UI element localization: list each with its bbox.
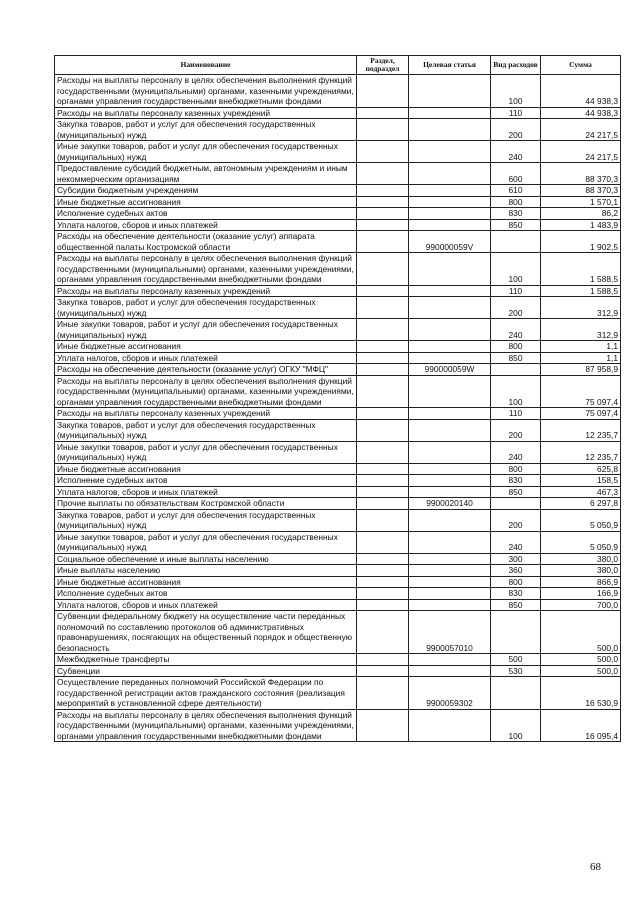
cell-name: Закупка товаров, работ и услуг для обеспечения государственных (муниципальных) нужд: [55, 119, 357, 141]
cell-name: Уплата налогов, сборов и иных платежей: [55, 486, 357, 498]
cell-sum: 380,0: [541, 565, 621, 577]
cell-type: 600: [491, 163, 541, 185]
table-row: [55, 119, 621, 141]
cell-sum: 1,1: [541, 352, 621, 364]
cell-section: [357, 408, 409, 420]
cell-target: [409, 408, 491, 420]
cell-section: [357, 364, 409, 376]
cell-type: 830: [491, 588, 541, 600]
cell-sum: 380,0: [541, 553, 621, 565]
cell-type: [491, 231, 541, 253]
cell-section: [357, 463, 409, 475]
cell-target: [409, 208, 491, 220]
cell-type: 800: [491, 463, 541, 475]
table-row: [55, 553, 621, 565]
cell-sum: 500,0: [541, 665, 621, 677]
cell-target: [409, 509, 491, 531]
cell-type: 200: [491, 509, 541, 531]
cell-name: Иные закупки товаров, работ и услуг для обеспечения государственных (муниципальных) нужд: [55, 141, 357, 163]
cell-name: Уплата налогов, сборов и иных платежей: [55, 219, 357, 231]
cell-sum: 24 217,5: [541, 119, 621, 141]
cell-name: Уплата налогов, сборов и иных платежей: [55, 352, 357, 364]
cell-sum: 44 938,3: [541, 107, 621, 119]
cell-name: Иные бюджетные ассигнования: [55, 341, 357, 353]
cell-type: 200: [491, 297, 541, 319]
cell-target: [409, 141, 491, 163]
cell-section: [357, 709, 409, 742]
cell-sum: 700,0: [541, 599, 621, 611]
cell-section: [357, 588, 409, 600]
cell-type: [491, 364, 541, 376]
cell-name: Иные закупки товаров, работ и услуг для обеспечения государственных (муниципальных) нужд: [55, 531, 357, 553]
cell-sum: 88 370,3: [541, 185, 621, 197]
cell-name: Осуществление переданных полномочий Российской Федерации по государственной регистрации актов гражданского состояния (реализация мероприятий в установленной сфере деятельности): [55, 677, 357, 710]
cell-section: [357, 498, 409, 510]
cell-type: 360: [491, 565, 541, 577]
cell-type: 850: [491, 219, 541, 231]
cell-sum: 75 097,4: [541, 408, 621, 420]
cell-type: 240: [491, 319, 541, 341]
cell-target: [409, 654, 491, 666]
cell-target: [409, 352, 491, 364]
cell-type: [491, 498, 541, 510]
cell-target: [409, 463, 491, 475]
cell-section: [357, 231, 409, 253]
cell-section: [357, 611, 409, 654]
cell-sum: 1 588,5: [541, 285, 621, 297]
cell-type: [491, 611, 541, 654]
cell-sum: 312,9: [541, 319, 621, 341]
cell-section: [357, 419, 409, 441]
cell-target: [409, 119, 491, 141]
table-row: [55, 75, 621, 108]
cell-sum: 5 050,9: [541, 509, 621, 531]
cell-section: [357, 375, 409, 408]
cell-section: [357, 509, 409, 531]
table-row: [55, 208, 621, 220]
cell-name: Исполнение судебных актов: [55, 475, 357, 487]
cell-name: Закупка товаров, работ и услуг для обеспечения государственных (муниципальных) нужд: [55, 297, 357, 319]
cell-type: 850: [491, 486, 541, 498]
cell-target: [409, 375, 491, 408]
cell-sum: 16 530,9: [541, 677, 621, 710]
cell-sum: 1 588,5: [541, 253, 621, 286]
cell-sum: 1,1: [541, 341, 621, 353]
header-name: Наименование: [55, 56, 357, 75]
table-row: [55, 319, 621, 341]
cell-sum: 1 902,5: [541, 231, 621, 253]
cell-name: Иные бюджетные ассигнования: [55, 196, 357, 208]
cell-sum: 87 958,9: [541, 364, 621, 376]
table-row: [55, 107, 621, 119]
table-row: [55, 565, 621, 577]
cell-type: 800: [491, 341, 541, 353]
table-row: [55, 219, 621, 231]
cell-section: [357, 475, 409, 487]
table-row: [55, 163, 621, 185]
cell-target: [409, 419, 491, 441]
cell-section: [357, 553, 409, 565]
cell-name: Субвенции федеральному бюджету на осуществление части переданных полномочий по составлению протоколов об административных правонарушениях, посягающих на общественный порядок и общественную безопасность: [55, 611, 357, 654]
cell-target: [409, 486, 491, 498]
cell-type: 530: [491, 665, 541, 677]
cell-type: 100: [491, 253, 541, 286]
cell-target: [409, 196, 491, 208]
table-row: [55, 375, 621, 408]
cell-sum: 12 235,7: [541, 419, 621, 441]
table-row: [55, 486, 621, 498]
cell-section: [357, 665, 409, 677]
table-row: [55, 352, 621, 364]
cell-target: 9900059302: [409, 677, 491, 710]
cell-sum: 44 938,3: [541, 75, 621, 108]
cell-section: [357, 219, 409, 231]
cell-sum: 16 095,4: [541, 709, 621, 742]
table-row: [55, 463, 621, 475]
table-header-row: [55, 56, 621, 75]
cell-target: [409, 576, 491, 588]
cell-sum: 467,3: [541, 486, 621, 498]
cell-section: [357, 352, 409, 364]
table-row: [55, 509, 621, 531]
cell-name: Иные закупки товаров, работ и услуг для обеспечения государственных (муниципальных) нужд: [55, 441, 357, 463]
cell-section: [357, 565, 409, 577]
cell-target: [409, 107, 491, 119]
cell-type: 300: [491, 553, 541, 565]
cell-type: 200: [491, 419, 541, 441]
cell-type: 110: [491, 285, 541, 297]
table-row: [55, 709, 621, 742]
cell-sum: 75 097,4: [541, 375, 621, 408]
cell-type: 110: [491, 408, 541, 420]
cell-type: 850: [491, 352, 541, 364]
cell-name: Уплата налогов, сборов и иных платежей: [55, 599, 357, 611]
cell-name: Иные выплаты населению: [55, 565, 357, 577]
cell-name: Расходы на выплаты персоналу в целях обеспечения выполнения функций государственными (муниципальными) органами, казенными учреждениями, органами управления государственными внебюджетными фондами: [55, 375, 357, 408]
cell-type: 240: [491, 441, 541, 463]
cell-type: 610: [491, 185, 541, 197]
cell-name: Закупка товаров, работ и услуг для обеспечения государственных (муниципальных) нужд: [55, 509, 357, 531]
cell-sum: 5 050,9: [541, 531, 621, 553]
cell-section: [357, 185, 409, 197]
cell-target: [409, 665, 491, 677]
cell-target: [409, 285, 491, 297]
table-row: [55, 441, 621, 463]
cell-name: Расходы на выплаты персоналу в целях обеспечения выполнения функций государственными (муниципальными) органами, казенными учреждениями, органами управления государственными внебюджетными фондами: [55, 75, 357, 108]
cell-target: [409, 565, 491, 577]
cell-section: [357, 341, 409, 353]
table-row: [55, 297, 621, 319]
cell-target: [409, 531, 491, 553]
cell-section: [357, 196, 409, 208]
cell-section: [357, 141, 409, 163]
table-row: [55, 677, 621, 710]
cell-target: [409, 475, 491, 487]
cell-section: [357, 107, 409, 119]
cell-section: [357, 285, 409, 297]
cell-section: [357, 531, 409, 553]
table-row: [55, 611, 621, 654]
cell-sum: 1 570,1: [541, 196, 621, 208]
cell-sum: 86,2: [541, 208, 621, 220]
cell-target: [409, 297, 491, 319]
cell-target: [409, 599, 491, 611]
table-row: [55, 364, 621, 376]
cell-sum: 312,9: [541, 297, 621, 319]
cell-type: 110: [491, 107, 541, 119]
cell-sum: 625,8: [541, 463, 621, 475]
table-row: [55, 408, 621, 420]
cell-target: [409, 163, 491, 185]
cell-name: Иные закупки товаров, работ и услуг для обеспечения государственных (муниципальных) нужд: [55, 319, 357, 341]
table-row: [55, 196, 621, 208]
cell-type: 500: [491, 654, 541, 666]
cell-section: [357, 654, 409, 666]
cell-type: 800: [491, 196, 541, 208]
table-row: [55, 665, 621, 677]
cell-type: 100: [491, 709, 541, 742]
cell-sum: 158,5: [541, 475, 621, 487]
header-target: Целевая статья: [409, 56, 491, 75]
cell-name: Социальное обеспечение и иные выплаты населению: [55, 553, 357, 565]
header-sum: Сумма: [541, 56, 621, 75]
cell-section: [357, 599, 409, 611]
cell-section: [357, 319, 409, 341]
cell-type: 100: [491, 375, 541, 408]
cell-target: [409, 185, 491, 197]
cell-name: Расходы на выплаты персоналу в целях обеспечения выполнения функций государственными (муниципальными) органами, казенными учреждениями, органами управления государственными внебюджетными фондами: [55, 253, 357, 286]
table-row: [55, 576, 621, 588]
cell-sum: 24 217,5: [541, 141, 621, 163]
cell-sum: 12 235,7: [541, 441, 621, 463]
cell-name: Исполнение судебных актов: [55, 588, 357, 600]
table-row: [55, 588, 621, 600]
table-row: [55, 341, 621, 353]
cell-target: [409, 341, 491, 353]
cell-section: [357, 576, 409, 588]
cell-type: 240: [491, 141, 541, 163]
cell-sum: 6 297,8: [541, 498, 621, 510]
cell-section: [357, 297, 409, 319]
cell-name: Расходы на выплаты персоналу в целях обеспечения выполнения функций государственными (муниципальными) органами, казенными учреждениями, органами управления государственными внебюджетными фондами: [55, 709, 357, 742]
cell-sum: 500,0: [541, 654, 621, 666]
cell-name: Межбюджетные трансферты: [55, 654, 357, 666]
budget-sheet: [54, 55, 620, 742]
cell-type: 850: [491, 599, 541, 611]
cell-name: Расходы на выплаты персоналу казенных учреждений: [55, 285, 357, 297]
cell-sum: 866,9: [541, 576, 621, 588]
cell-target: [409, 709, 491, 742]
cell-sum: 88 370,3: [541, 163, 621, 185]
cell-target: [409, 219, 491, 231]
cell-target: 990000059V: [409, 231, 491, 253]
cell-section: [357, 441, 409, 463]
table-row: [55, 531, 621, 553]
table-row: [55, 475, 621, 487]
table-row: [55, 231, 621, 253]
cell-target: 9900057010: [409, 611, 491, 654]
cell-section: [357, 253, 409, 286]
cell-target: [409, 553, 491, 565]
cell-sum: 1 483,9: [541, 219, 621, 231]
cell-type: 200: [491, 119, 541, 141]
cell-name: Предоставление субсидий бюджетным, автономным учреждениям и иным некоммерческим организациям: [55, 163, 357, 185]
cell-type: 240: [491, 531, 541, 553]
cell-section: [357, 163, 409, 185]
cell-sum: 166,9: [541, 588, 621, 600]
cell-target: [409, 441, 491, 463]
cell-name: Исполнение судебных актов: [55, 208, 357, 220]
cell-name: Иные бюджетные ассигнования: [55, 463, 357, 475]
header-type: Вид расходов: [491, 56, 541, 75]
table-row: [55, 185, 621, 197]
cell-section: [357, 75, 409, 108]
cell-name: Субвенции: [55, 665, 357, 677]
cell-target: 9900020140: [409, 498, 491, 510]
table-row: [55, 599, 621, 611]
cell-target: [409, 253, 491, 286]
cell-name: Расходы на выплаты персоналу казенных учреждений: [55, 107, 357, 119]
table-row: [55, 285, 621, 297]
cell-name: Иные бюджетные ассигнования: [55, 576, 357, 588]
cell-section: [357, 208, 409, 220]
table-row: [55, 141, 621, 163]
cell-name: Расходы на обеспечение деятельности (оказание услуг) ОГКУ "МФЦ": [55, 364, 357, 376]
cell-name: Закупка товаров, работ и услуг для обеспечения государственных (муниципальных) нужд: [55, 419, 357, 441]
cell-name: Расходы на обеспечение деятельности (оказание услуг) аппарата общественной палаты Костромской области: [55, 231, 357, 253]
cell-target: [409, 75, 491, 108]
table-body: [55, 75, 621, 742]
cell-section: [357, 119, 409, 141]
table-row: [55, 253, 621, 286]
cell-section: [357, 677, 409, 710]
table-row: [55, 654, 621, 666]
budget-table: [54, 55, 621, 742]
table-row: [55, 419, 621, 441]
cell-name: Прочие выплаты по обязательствам Костромской области: [55, 498, 357, 510]
table-row: [55, 498, 621, 510]
cell-type: 100: [491, 75, 541, 108]
page-number: 68: [590, 861, 601, 873]
cell-sum: 500,0: [541, 611, 621, 654]
cell-name: Субсидии бюджетным учреждениям: [55, 185, 357, 197]
cell-name: Расходы на выплаты персоналу казенных учреждений: [55, 408, 357, 420]
cell-type: 800: [491, 576, 541, 588]
cell-target: 990000059W: [409, 364, 491, 376]
cell-type: 830: [491, 475, 541, 487]
cell-section: [357, 486, 409, 498]
header-section: Раздел, подраздел: [357, 56, 409, 75]
cell-target: [409, 319, 491, 341]
cell-type: 830: [491, 208, 541, 220]
cell-type: [491, 677, 541, 710]
cell-target: [409, 588, 491, 600]
